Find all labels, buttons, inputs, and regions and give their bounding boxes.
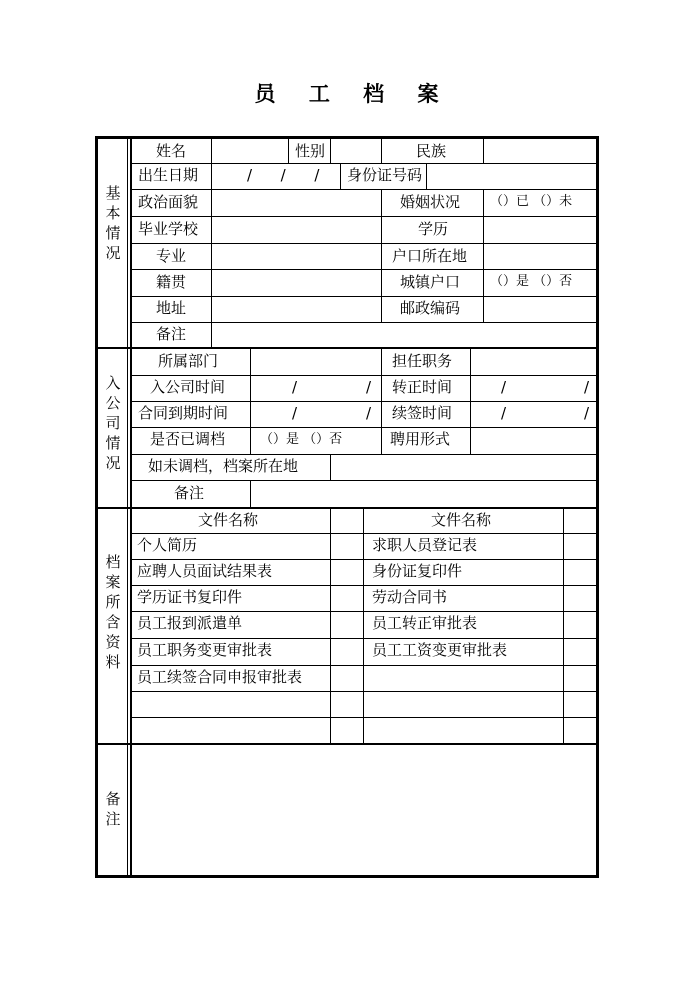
file-item: 员工职务变更审批表 <box>137 641 273 659</box>
file-item: 应聘人员面试结果表 <box>137 562 273 580</box>
divider <box>483 189 484 322</box>
file-item: 员工转正审批表 <box>372 614 478 632</box>
label-birth-date: 出生日期 <box>138 166 199 184</box>
divider <box>250 349 251 454</box>
file-item: 身份证复印件 <box>372 562 463 580</box>
divider <box>330 139 331 163</box>
divider <box>132 665 596 666</box>
files-header-left: 文件名称 <box>198 511 259 529</box>
divider <box>563 509 564 743</box>
section-label-basic: 基 本 情 况 <box>105 184 121 262</box>
join-date-slash: / <box>292 378 298 396</box>
file-item: 劳动合同书 <box>372 588 448 606</box>
section-label-entry: 入 公 司 情 况 <box>105 374 121 472</box>
transferred-options: （）是 （）否 <box>260 432 343 447</box>
label-urban-household: 城镇户口 <box>400 273 461 291</box>
divider <box>132 611 596 612</box>
employee-file-form <box>95 136 599 878</box>
divider <box>211 139 212 347</box>
divider <box>363 509 364 743</box>
label-graduated-school: 毕业学校 <box>138 220 199 238</box>
divider <box>381 349 382 454</box>
label-gender: 性别 <box>295 142 326 160</box>
divider <box>250 480 251 507</box>
divider <box>132 427 596 428</box>
file-item: 员工续签合同申报审批表 <box>137 668 303 686</box>
title-char: 工 <box>308 81 330 106</box>
divider <box>288 139 289 163</box>
birth-date-slashes: / / / <box>247 166 320 184</box>
divider <box>330 454 331 480</box>
divider <box>132 163 596 164</box>
page-title <box>0 78 693 108</box>
label-position: 担任职务 <box>392 352 453 370</box>
label-contract-expiry: 合同到期时间 <box>138 404 229 422</box>
divider <box>483 139 484 163</box>
divider <box>381 139 382 163</box>
divider <box>98 347 596 349</box>
title-char: 档 <box>363 81 385 106</box>
join-date-slash: / <box>366 378 372 396</box>
label-file-location: 如未调档，档案所在地 <box>148 457 299 475</box>
divider <box>426 163 427 189</box>
label-education: 学历 <box>418 220 449 238</box>
label-marital-status: 婚姻状况 <box>400 193 461 211</box>
divider <box>132 533 596 534</box>
label-renewal-date: 续签时间 <box>392 404 453 422</box>
divider <box>132 243 596 244</box>
label-household-location: 户口所在地 <box>392 247 468 265</box>
label-department: 所属部门 <box>158 352 219 370</box>
label-id-number: 身份证号码 <box>347 166 423 184</box>
file-item: 学历证书复印件 <box>137 588 243 606</box>
regular-date-slash: / <box>501 378 507 396</box>
files-header-right: 文件名称 <box>431 511 492 529</box>
divider <box>340 163 341 189</box>
divider <box>132 375 596 376</box>
label-transferred: 是否已调档 <box>150 430 226 448</box>
renewal-date-slash: / <box>584 404 590 422</box>
label-regular-date: 转正时间 <box>392 378 453 396</box>
divider <box>98 743 596 745</box>
divider <box>132 296 596 297</box>
marital-options: （）已 （）未 <box>490 194 573 209</box>
divider <box>132 216 596 217</box>
label-basic-remarks: 备注 <box>156 325 187 343</box>
section-label-remarks: 备 注 <box>105 790 121 828</box>
label-employment-type: 聘用形式 <box>390 430 451 448</box>
divider <box>132 322 596 323</box>
label-address: 地址 <box>156 299 187 317</box>
label-major: 专业 <box>156 247 187 265</box>
file-item: 个人简历 <box>137 536 198 554</box>
file-item: 员工报到派遣单 <box>137 614 243 632</box>
label-name: 姓名 <box>156 142 187 160</box>
contract-expiry-slash: / <box>366 404 372 422</box>
divider <box>132 401 596 402</box>
divider <box>98 507 596 509</box>
file-item: 求职人员登记表 <box>372 536 478 554</box>
regular-date-slash: / <box>584 378 590 396</box>
divider <box>330 509 331 743</box>
contract-expiry-slash: / <box>292 404 298 422</box>
label-native-place: 籍贯 <box>156 273 187 291</box>
divider <box>470 349 471 454</box>
divider <box>132 480 596 481</box>
section-label-files: 档 案 所 含 资 料 <box>105 553 121 671</box>
file-item: 员工工资变更审批表 <box>372 641 508 659</box>
divider <box>132 691 596 692</box>
title-char: 案 <box>417 81 439 106</box>
divider <box>132 585 596 586</box>
divider <box>381 189 382 322</box>
label-postal-code: 邮政编码 <box>400 299 461 317</box>
urban-options: （）是 （）否 <box>490 274 573 289</box>
divider <box>132 454 596 455</box>
divider <box>132 717 596 718</box>
divider <box>132 269 596 270</box>
label-political-status: 政治面貌 <box>138 193 199 211</box>
label-entry-remarks: 备注 <box>174 484 205 502</box>
label-ethnicity: 民族 <box>416 142 447 160</box>
label-join-date: 入公司时间 <box>150 378 226 396</box>
divider <box>132 638 596 639</box>
renewal-date-slash: / <box>501 404 507 422</box>
divider <box>132 559 596 560</box>
title-char: 员 <box>254 81 276 106</box>
divider <box>132 189 596 190</box>
